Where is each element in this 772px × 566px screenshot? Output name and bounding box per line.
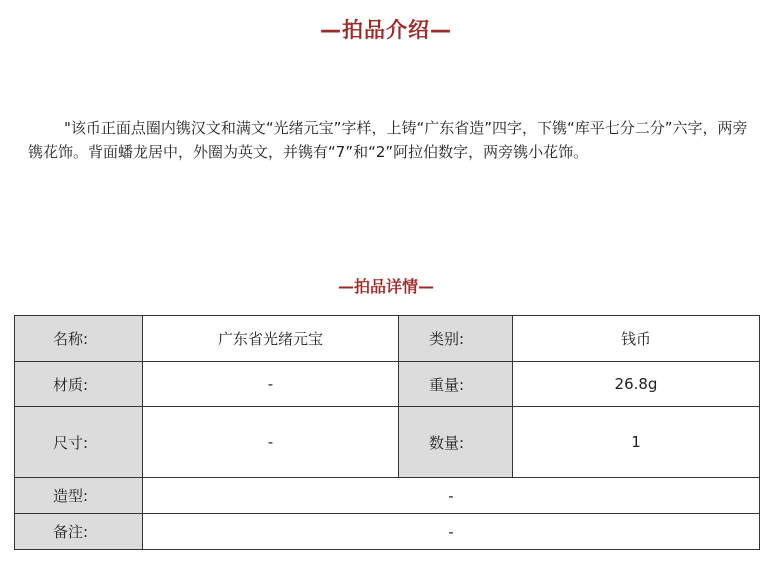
remark-value: - [143,514,760,550]
details-table [14,315,760,550]
size-value: - [143,407,399,478]
material-label: 材质: [15,362,143,407]
shape-value: - [143,478,760,514]
material-value: - [143,362,399,407]
table-row [15,478,760,514]
table-row [15,407,760,478]
quantity-label: 数量: [399,407,513,478]
size-label: 尺寸: [15,407,143,478]
details-section-title: —拍品详情— [337,277,434,296]
weight-value: 26.8g [513,362,760,407]
category-value: 钱币 [513,316,760,362]
table-row [15,316,760,362]
category-label: 类别: [399,316,513,362]
remark-label: 备注: [15,514,143,550]
table-row [15,514,760,550]
name-label: 名称: [15,316,143,362]
quantity-value: 1 [513,407,760,478]
name-value: 广东省光绪元宝 [143,316,399,362]
table-row [15,362,760,407]
intro-description: "该币正面点圈内镌汉文和满文“光绪元宝”字样，上铸“广东省造”四字，下镌“库平七分二分”六字，两旁镌花饰。背面蟠龙居中，外圈为英文，并镌有“7”和“2”阿拉伯数字，两旁镌小花饰。 [28,119,748,161]
intro-section-title: —拍品介绍— [320,18,452,42]
weight-label: 重量: [399,362,513,407]
shape-label: 造型: [15,478,143,514]
